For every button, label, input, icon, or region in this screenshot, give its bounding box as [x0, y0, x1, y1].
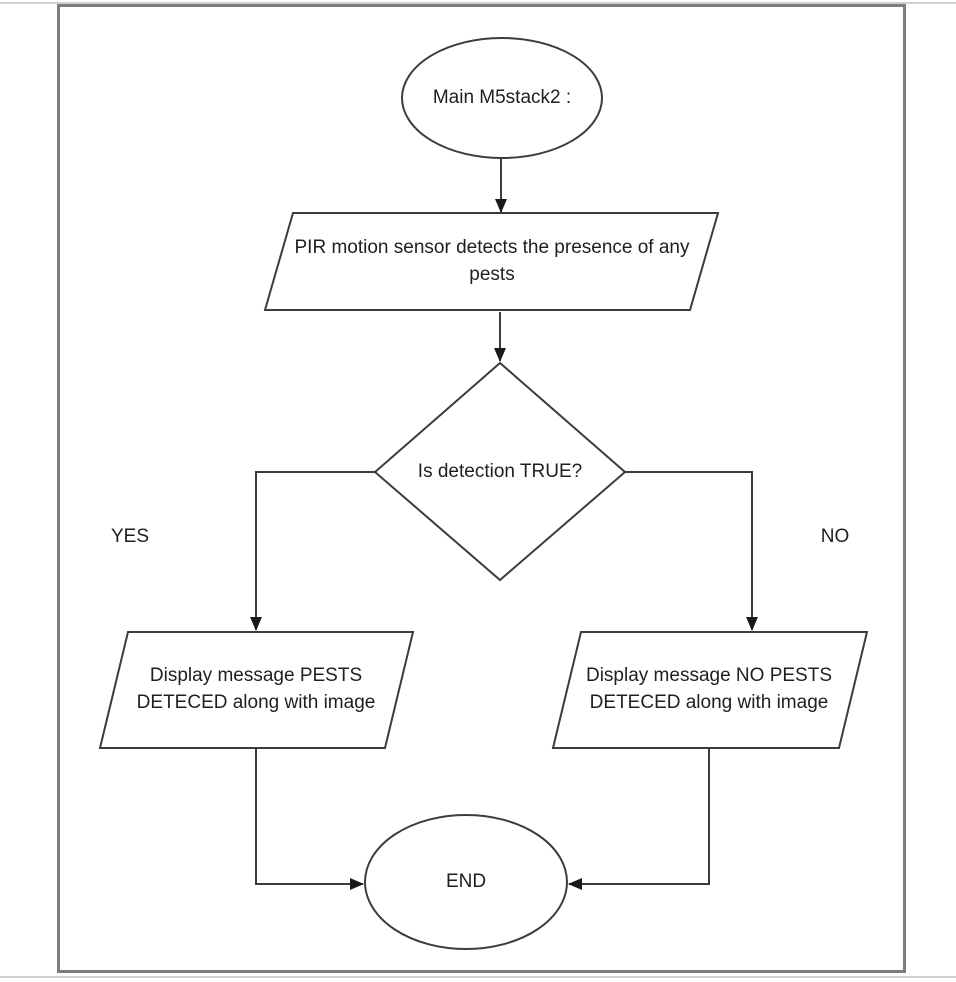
- start-node-label: Main M5stack2 :: [432, 86, 572, 108]
- end-node-label: END: [445, 870, 487, 892]
- yes-branch-label: YES: [110, 525, 150, 547]
- edge-no-pests-to-end: [569, 748, 709, 884]
- edge-decision-no: [625, 472, 752, 630]
- edge-decision-yes: [256, 472, 375, 630]
- output-pests-node-label: Display message PESTS DETECED along with image: [136, 665, 376, 713]
- pir-input-node-label: PIR motion sensor detects the presence of any pests: [294, 236, 690, 285]
- no-branch-label: NO: [820, 525, 850, 547]
- edge-pests-to-end: [256, 748, 363, 884]
- decision-node-label: Is detection TRUE?: [417, 460, 583, 482]
- output-no-pests-node-label: Display message NO PESTS DETECED along with image: [585, 665, 833, 713]
